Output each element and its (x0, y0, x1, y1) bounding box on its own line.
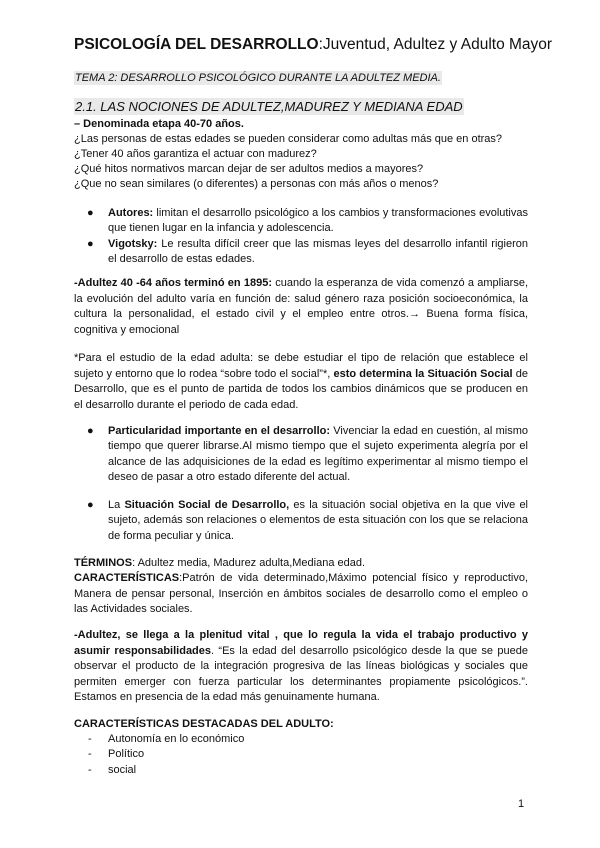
concept-situacion-social (74, 498, 528, 544)
dash-icon: - (88, 733, 92, 745)
question-4: ¿Que no sean similares (o diferentes) a personas con más años o menos? (74, 178, 439, 190)
plenitud-bold: -Adultez, se llega a la plenitud vital , que lo regula la vida el trabajo productivo y asumir responsabilidades (74, 629, 528, 657)
author-text: limitan el desarrollo psicológico a los cambios y transformaciones evolutivas que tienen lugar en la infancia y adolescencia. (108, 207, 528, 235)
estudio-text-1: *Para el estudio de la edad adulta: se debe estudiar el tipo de relación que establece el sujeto y entorno que lo rodea “sobre todo el social”*, (74, 352, 528, 380)
adultez-1895-paragraph (74, 276, 528, 338)
terminos-line (74, 556, 528, 572)
estudio-paragraph (74, 351, 528, 413)
estudio-text-2: de Desarrollo, que es el punto de partida de todos los cambios dinámicos que se producen en el desarrollo durante el periodo de cada edad. (74, 367, 528, 411)
destacadas-list (74, 732, 244, 778)
caracteristicas-text: :Patrón de vida determinado,Máximo potencial físico y reproductivo, Manera de pensar personal, Inserción en ámbitos sociales de desarrollo como el empleo o las Actividades sociales. (74, 572, 528, 616)
terminos-text: : Adultez media, Madurez adulta,Mediana edad. (132, 557, 366, 569)
concept-bold: Particularidad importante en el desarrollo: (108, 425, 331, 437)
concept-particularidad (74, 424, 528, 486)
topic-heading: TEMA 2: DESARROLLO PSICOLÓGICO DURANTE LA ADULTEZ MEDIA. (75, 72, 441, 84)
author-name: Vigotsky: (108, 237, 158, 250)
caracteristicas-label: CARACTERÍSTICAS (74, 572, 180, 584)
question-3: ¿Qué hitos normativos marcan dejar de ser adultos medios a mayores? (74, 163, 424, 175)
dash-icon: - (88, 748, 92, 761)
author-item (74, 206, 528, 237)
age-range-line: – Denominada etapa 40-70 años. (74, 118, 244, 130)
bullet-icon: ● (87, 207, 94, 219)
section-heading: 2.1. LAS NOCIONES DE ADULTEZ,MADUREZ Y MEDIANA EDAD (75, 99, 463, 114)
concept-text: Vivenciar la edad en cuestión, al mismo tiempo que querer librarse.Al mismo tiempo que el sujeto experimenta alegría por el alcance de las adquisiciones de la edad es legítimo experimentar al mismo tiempo el deseo de pasar a otro estado diferente del actual. (108, 425, 529, 484)
author-name: Autores: (108, 207, 154, 219)
bullet-icon: ● (87, 425, 94, 437)
destacadas-title: CARACTERÍSTICAS DESTACADAS DEL ADULTO: (74, 718, 334, 730)
concept-item (74, 498, 528, 544)
concept-item (74, 424, 528, 486)
bullet-icon: ● (87, 237, 94, 250)
authors-list (74, 206, 528, 268)
plenitud-text: . “Es la edad del desarrollo psicológico desde la que se puede observar el producto de la integración progresiva de las líneas biológicas y sociales que permiten emerger con fuerza particular los determinantes propiamente psicológicos.”. Estamos en presencia de la edad más genuinamente humana. (74, 644, 528, 704)
title-bold: PSICOLOGÍA DEL DESARROLLO (74, 36, 319, 53)
author-text: Le resulta difícil creer que las mismas leyes del desarrollo infantil rigieron el desarrollo de estas edades. (108, 237, 528, 266)
terminos-label: TÉRMINOS (74, 557, 133, 569)
concept-pre: La (108, 499, 125, 511)
list-item: - Político (74, 747, 244, 762)
bullet-icon: ● (87, 499, 94, 511)
page-number: 1 (518, 798, 525, 810)
list-item: - Autonomía en lo económico (74, 732, 244, 747)
estudio-bold: esto determina la Situación Social (333, 367, 513, 380)
document-title (74, 36, 552, 54)
concept-text: es la situación social objetiva en la que vive el sujeto, además son relaciones o elementos de esta situación con los que se relaciona de forma peculiar y única. (108, 499, 529, 542)
adultez-1895-text: cuando la esperanza de vida comenzó a ampliarse, la evolución del adulto varía en función de: salud género raza posición socioeconómica, la cultura la personalidad, el estado civil y el empleo entre otros.→ Buena forma física, cognitiva y emocional (74, 277, 528, 336)
concept-bold: Situación Social de Desarrollo, (124, 499, 290, 511)
plenitud-paragraph (74, 628, 528, 706)
title-subtitle: :Juventud, Adultez y Adulto Mayor (318, 36, 553, 53)
question-1: ¿Las personas de estas edades se pueden considerar como adultas más que en otras? (74, 133, 503, 145)
adultez-1895-bold: -Adultez 40 -64 años terminó en 1895: (74, 277, 273, 289)
author-item (74, 237, 528, 268)
caracteristicas-paragraph (74, 571, 528, 618)
dash-icon: - (88, 763, 92, 776)
list-item: - social (74, 763, 244, 778)
question-2: ¿Tener 40 años garantiza el actuar con madurez? (74, 148, 317, 160)
